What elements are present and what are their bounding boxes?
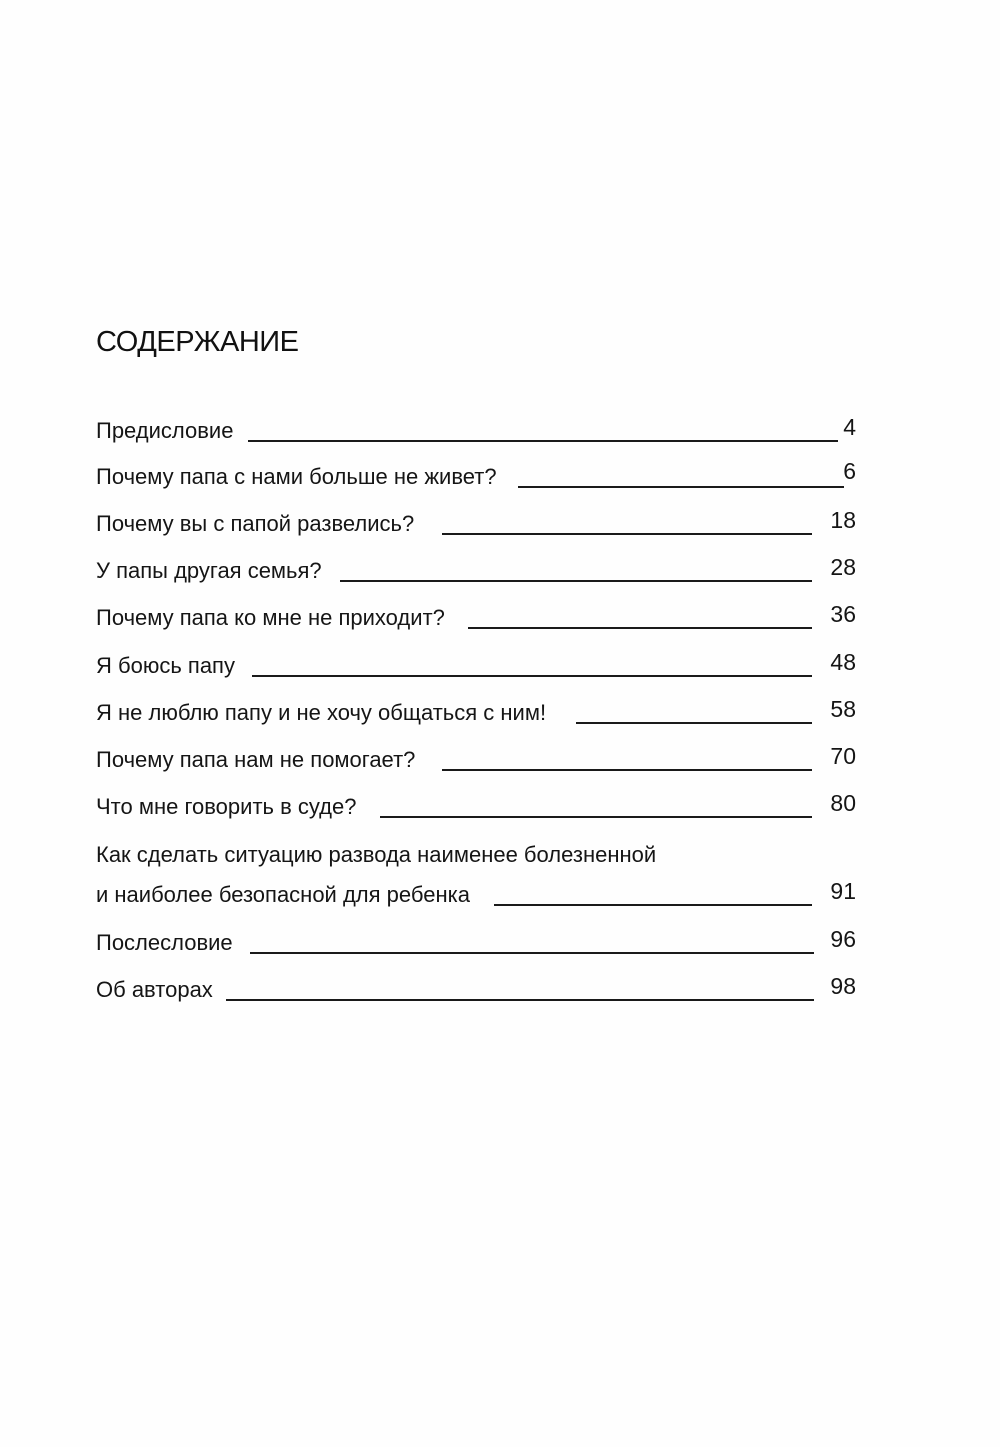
- toc-entry-title: Почему вы с папой развелись?: [96, 511, 420, 537]
- toc-entry: [96, 601, 860, 631]
- toc-entry-page: 96: [830, 926, 856, 952]
- toc-entry-page: 6: [843, 458, 856, 484]
- toc-entry-title: У папы другая семья?: [96, 558, 328, 584]
- toc-leader-line: [248, 440, 838, 442]
- toc-leader-line: [468, 627, 812, 629]
- toc-leader-line: [380, 816, 812, 818]
- toc-leader-line: [442, 769, 812, 771]
- toc-entry: [96, 926, 860, 956]
- toc-entry-title: Почему папа с нами больше не живет?: [96, 464, 503, 490]
- toc-entry-page: 36: [830, 601, 856, 627]
- toc-entry-title: Я боюсь папу: [96, 653, 241, 679]
- toc-entry-title-line1: Как сделать ситуацию развода наименее болезненной: [96, 842, 657, 867]
- toc-entry: [96, 460, 860, 490]
- toc-entry: [96, 790, 860, 820]
- toc-leader-line: [494, 904, 812, 906]
- toc-entry: [96, 743, 860, 773]
- toc-entry-title: Почему папа ко мне не приходит?: [96, 605, 451, 631]
- toc-leader-line: [226, 999, 814, 1001]
- toc-entry-title: Я не люблю папу и не хочу общаться с ним!: [96, 700, 552, 726]
- toc-entry-page: 58: [830, 696, 856, 722]
- toc-entry-title: Что мне говорить в суде?: [96, 794, 362, 820]
- toc-entry-page: 18: [830, 507, 856, 533]
- toc-leader-line: [442, 533, 812, 535]
- toc-entry-page: 4: [843, 414, 856, 440]
- toc-entry: [96, 649, 860, 679]
- toc-entry-page: 70: [830, 743, 856, 769]
- toc-entry-title: Послесловие: [96, 930, 239, 956]
- toc-entry-page: 80: [830, 790, 856, 816]
- toc-leader-line: [576, 722, 812, 724]
- toc-heading: СОДЕРЖАНИЕ: [96, 326, 299, 358]
- toc-leader-line: [252, 675, 812, 677]
- toc-entry-title: Об авторах: [96, 977, 219, 1003]
- toc-entry: [96, 696, 860, 726]
- toc-leader-line: [250, 952, 814, 954]
- toc-entry-title: Предисловие: [96, 418, 239, 444]
- toc-entry-title: Почему папа нам не помогает?: [96, 747, 421, 773]
- toc-entry: [96, 878, 860, 908]
- toc-entry-page: 98: [830, 973, 856, 999]
- toc-entry: [96, 507, 860, 537]
- toc-entry-page: 48: [830, 649, 856, 675]
- toc-leader-line: [340, 580, 812, 582]
- toc-entry: [96, 554, 860, 584]
- toc-entry-title: и наиболее безопасной для ребенка: [96, 882, 476, 908]
- toc-entry-page: 28: [830, 554, 856, 580]
- toc-leader-line: [518, 486, 844, 488]
- toc-entry-page: 91: [830, 878, 856, 904]
- toc-entry: [96, 973, 860, 1003]
- toc-entry: [96, 414, 860, 444]
